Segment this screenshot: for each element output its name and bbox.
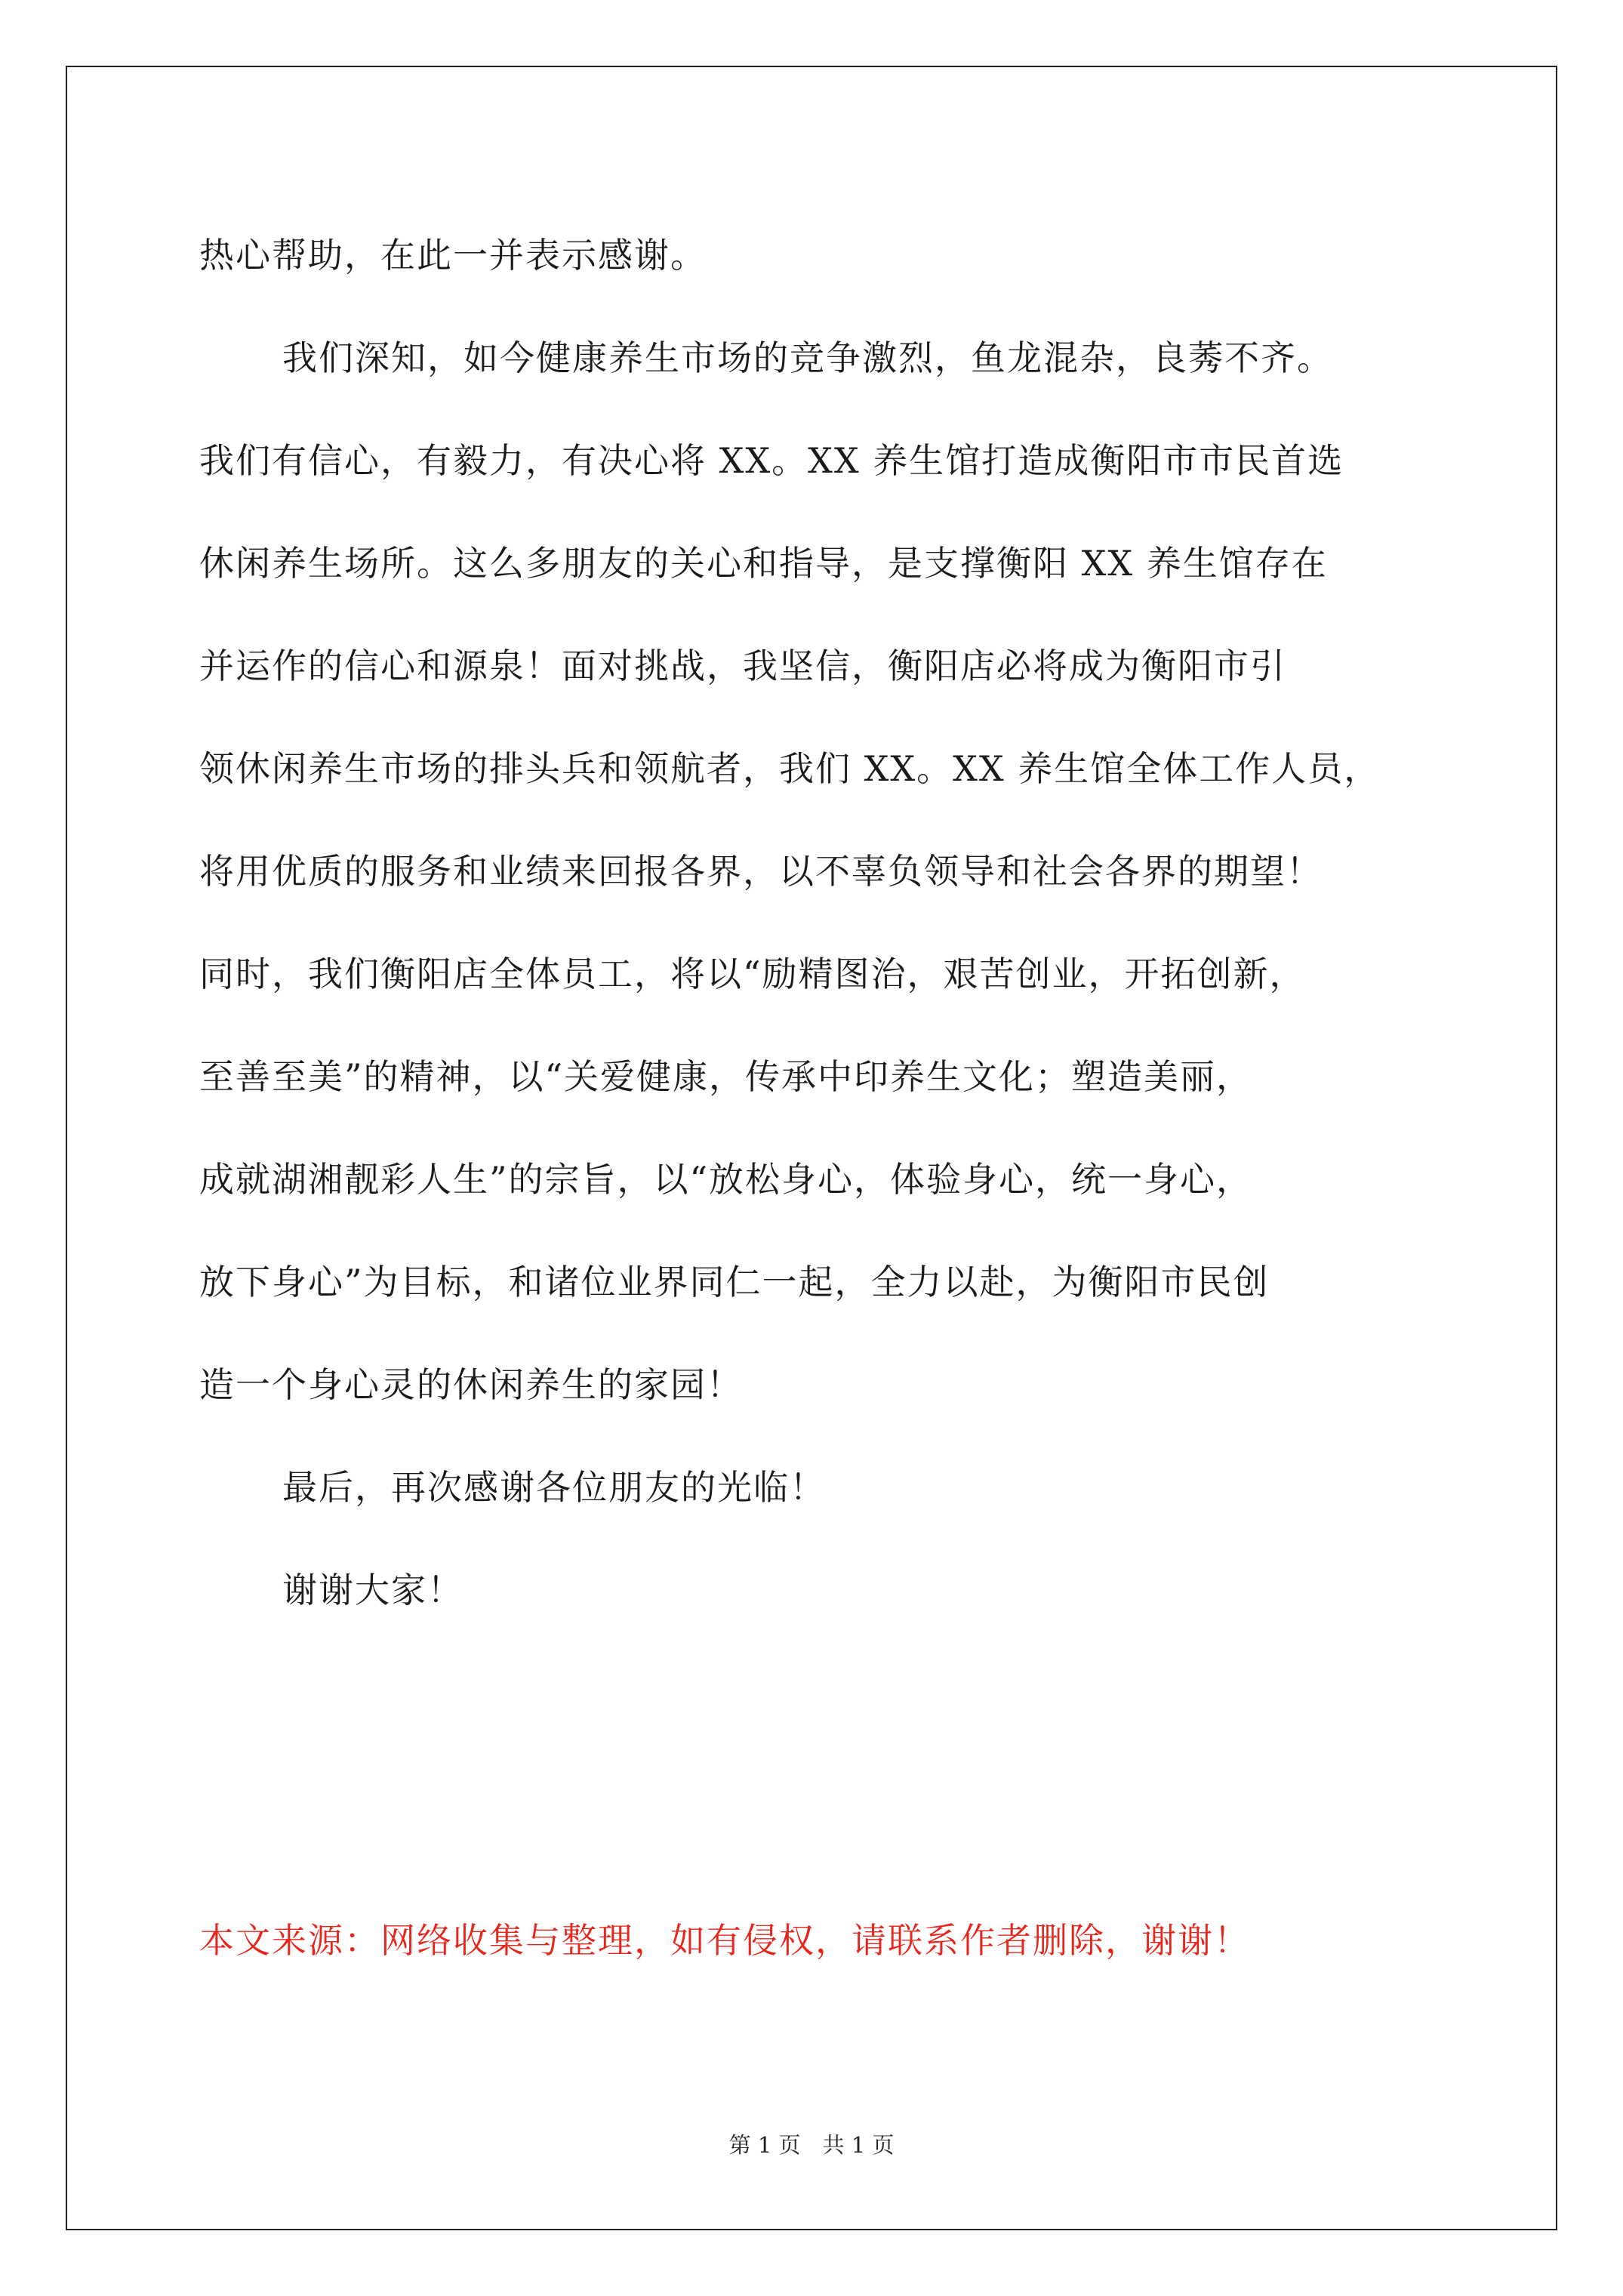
paragraph-line: 至善至美”的精神，以“关爱健康，传承中印养生文化；塑造美丽， xyxy=(199,1056,1253,1097)
page-footer: 第 1 页 共 1 页 xyxy=(728,2132,895,2158)
paragraph-line: 放下身心”为目标，和诸位业界同仁一起，全力以赴，为衡阳市民创 xyxy=(199,1262,1270,1302)
source-note: 本文来源：网络收集与整理，如有侵权，请联系作者删除，谢谢！ xyxy=(199,1920,1250,1961)
paragraph-line: 热心帮助，在此一并表示感谢。 xyxy=(199,235,707,276)
paragraph-line: 将用优质的服务和业绩来回报各界，以不辜负领导和社会各界的期望！ xyxy=(199,851,1323,892)
paragraph-line: 领休闲养生市场的排头兵和领航者，我们 XX。XX 养生馆全体工作人员， xyxy=(199,748,1381,789)
paragraph-line: 造一个身心灵的休闲养生的家园！ xyxy=(199,1364,743,1405)
paragraph-line: 我们有信心，有毅力，有决心将 XX。XX 养生馆打造成衡阳市市民首选 xyxy=(199,440,1344,481)
paragraph-line: 我们深知，如今健康养生市场的竞争激烈，鱼龙混杂，良莠不齐。 xyxy=(282,337,1333,378)
paragraph-line: 休闲养生场所。这么多朋友的关心和指导，是支撑衡阳 XX 养生馆存在 xyxy=(199,543,1328,584)
paragraph-line: 最后，再次感谢各位朋友的光临！ xyxy=(282,1467,826,1508)
document-body xyxy=(199,204,1445,1641)
paragraph-line: 谢谢大家！ xyxy=(282,1570,463,1610)
paragraph-line: 同时，我们衡阳店全体员工，将以“励精图治，艰苦创业，开拓创新， xyxy=(199,954,1306,994)
paragraph-line: 成就湖湘靓彩人生”的宗旨，以“放松身心，体验身心，统一身心， xyxy=(199,1159,1253,1200)
paragraph-line: 并运作的信心和源泉！面对挑战，我坚信，衡阳店必将成为衡阳市引 xyxy=(199,646,1286,686)
